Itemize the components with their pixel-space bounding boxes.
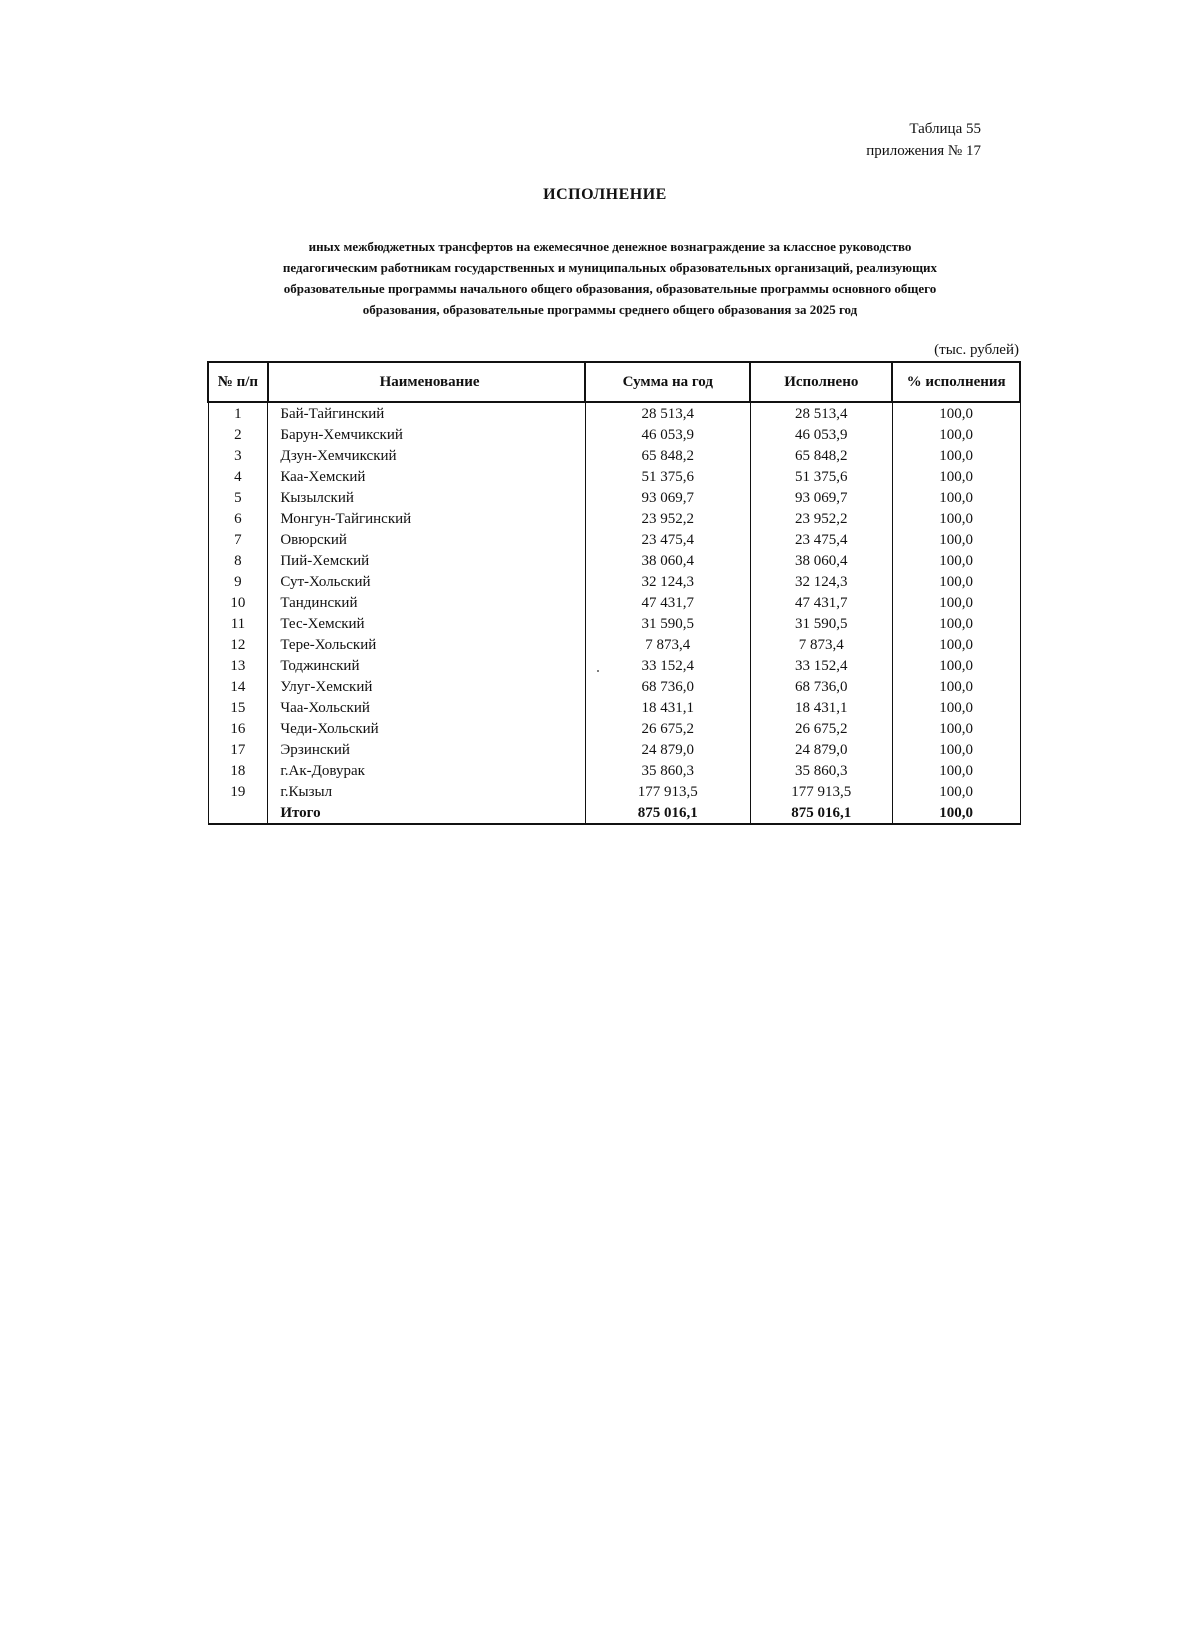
row-name: Бай-Тайгинский xyxy=(268,402,585,424)
subtitle-line: образования, образовательные программы среднего общего образования за 2025 год xyxy=(362,302,858,317)
table-row xyxy=(208,445,1020,466)
row-percent: 100,0 xyxy=(892,613,1020,634)
units-label: (тыс. рублей) xyxy=(934,342,1019,358)
row-sum: 93 069,7 xyxy=(585,487,750,508)
row-sum: 24 879,0 xyxy=(585,739,750,760)
table-row xyxy=(208,592,1020,613)
table-row xyxy=(208,487,1020,508)
row-sum: 38 060,4 xyxy=(585,550,750,571)
row-number: 2 xyxy=(208,424,268,445)
col-header-number: № п/п xyxy=(208,362,268,402)
row-name: Тандинский xyxy=(268,592,585,613)
table-row xyxy=(208,676,1020,697)
row-name: Тере-Хольский xyxy=(268,634,585,655)
row-name: Тес-Хемский xyxy=(268,613,585,634)
row-executed: 33 152,4 xyxy=(750,655,892,676)
row-number: 10 xyxy=(208,592,268,613)
table-row xyxy=(208,718,1020,739)
row-sum: 33 152,4 xyxy=(585,655,750,676)
row-sum: 7 873,4 xyxy=(585,634,750,655)
row-name: Сут-Хольский xyxy=(268,571,585,592)
row-name: Тоджинский xyxy=(268,655,585,676)
row-name: Монгун-Тайгинский xyxy=(268,508,585,529)
row-percent: 100,0 xyxy=(892,466,1020,487)
table-row xyxy=(208,697,1020,718)
row-executed: 24 879,0 xyxy=(750,739,892,760)
row-sum: 46 053,9 xyxy=(585,424,750,445)
row-executed: 18 431,1 xyxy=(750,697,892,718)
row-sum: 51 375,6 xyxy=(585,466,750,487)
table-row xyxy=(208,529,1020,550)
row-executed: 28 513,4 xyxy=(750,402,892,424)
row-number: 3 xyxy=(208,445,268,466)
row-sum: 28 513,4 xyxy=(585,402,750,424)
row-number: 8 xyxy=(208,550,268,571)
row-name: Барун-Хемчикский xyxy=(268,424,585,445)
row-executed: 23 952,2 xyxy=(750,508,892,529)
row-name: г.Кызыл xyxy=(268,781,585,802)
row-percent: 100,0 xyxy=(892,445,1020,466)
row-number: 6 xyxy=(208,508,268,529)
row-name: Чеди-Хольский xyxy=(268,718,585,739)
row-number: 17 xyxy=(208,739,268,760)
row-number: 12 xyxy=(208,634,268,655)
row-sum: 65 848,2 xyxy=(585,445,750,466)
row-sum: 18 431,1 xyxy=(585,697,750,718)
row-percent: 100,0 xyxy=(892,634,1020,655)
row-name: Кызылский xyxy=(268,487,585,508)
row-executed: 68 736,0 xyxy=(750,676,892,697)
row-executed: 35 860,3 xyxy=(750,760,892,781)
row-executed: 47 431,7 xyxy=(750,592,892,613)
col-header-sum: Сумма на год xyxy=(585,362,750,402)
row-percent: 100,0 xyxy=(892,718,1020,739)
row-percent: 100,0 xyxy=(892,781,1020,802)
document-title: ИСПОЛНЕНИЕ xyxy=(543,186,667,203)
row-name: Эрзинский xyxy=(268,739,585,760)
table-reference xyxy=(866,118,981,162)
subtitle-line: иных межбюджетных трансфертов на ежемесячное денежное вознаграждение за классное руководство xyxy=(308,239,912,254)
row-percent: 100,0 xyxy=(892,424,1020,445)
table-row xyxy=(208,571,1020,592)
row-sum: 23 475,4 xyxy=(585,529,750,550)
row-name: Пий-Хемский xyxy=(268,550,585,571)
row-number: 11 xyxy=(208,613,268,634)
row-number: 14 xyxy=(208,676,268,697)
row-number: 5 xyxy=(208,487,268,508)
row-number: 4 xyxy=(208,466,268,487)
row-percent: 100,0 xyxy=(892,487,1020,508)
row-percent: 100,0 xyxy=(892,402,1020,424)
row-percent: 100,0 xyxy=(892,592,1020,613)
row-number: 16 xyxy=(208,718,268,739)
document-subtitle xyxy=(210,236,1010,320)
row-number: 13 xyxy=(208,655,268,676)
row-executed: 38 060,4 xyxy=(750,550,892,571)
col-header-name: Наименование xyxy=(268,362,585,402)
table-row xyxy=(208,634,1020,655)
table-row xyxy=(208,550,1020,571)
row-name: Каа-Хемский xyxy=(268,466,585,487)
row-sum: 23 952,2 xyxy=(585,508,750,529)
row-executed: 51 375,6 xyxy=(750,466,892,487)
row-executed: 23 475,4 xyxy=(750,529,892,550)
total-name: Итого xyxy=(268,802,585,824)
row-name: Овюрский xyxy=(268,529,585,550)
total-executed: 875 016,1 xyxy=(750,802,892,824)
row-sum: 35 860,3 xyxy=(585,760,750,781)
row-percent: 100,0 xyxy=(892,571,1020,592)
table-row xyxy=(208,613,1020,634)
row-number: 19 xyxy=(208,781,268,802)
row-number: 1 xyxy=(208,402,268,424)
row-sum: 32 124,3 xyxy=(585,571,750,592)
table-row xyxy=(208,739,1020,760)
total-percent: 100,0 xyxy=(892,802,1020,824)
row-executed: 7 873,4 xyxy=(750,634,892,655)
subtitle-line: педагогическим работникам государственных и муниципальных образовательных организаций, реализующих xyxy=(282,260,938,275)
row-number: 7 xyxy=(208,529,268,550)
total-sum: 875 016,1 xyxy=(585,802,750,824)
table-total-row xyxy=(208,802,1020,824)
table-row xyxy=(208,424,1020,445)
execution-table xyxy=(207,361,1021,825)
row-sum: 26 675,2 xyxy=(585,718,750,739)
row-executed: 46 053,9 xyxy=(750,424,892,445)
row-name: Дзун-Хемчикский xyxy=(268,445,585,466)
row-number: 15 xyxy=(208,697,268,718)
row-percent: 100,0 xyxy=(892,676,1020,697)
row-percent: 100,0 xyxy=(892,739,1020,760)
appendix-number: приложения № 17 xyxy=(866,143,981,159)
table-row xyxy=(208,655,1020,676)
row-percent: 100,0 xyxy=(892,697,1020,718)
table-number: Таблица 55 xyxy=(909,121,981,137)
row-percent: 100,0 xyxy=(892,655,1020,676)
row-percent: 100,0 xyxy=(892,760,1020,781)
total-number xyxy=(208,802,268,824)
table-row xyxy=(208,760,1020,781)
table-row xyxy=(208,402,1020,424)
row-sum: 31 590,5 xyxy=(585,613,750,634)
row-sum: 177 913,5 xyxy=(585,781,750,802)
row-percent: 100,0 xyxy=(892,550,1020,571)
row-name: г.Ак-Довурак xyxy=(268,760,585,781)
table-row xyxy=(208,466,1020,487)
table-row xyxy=(208,508,1020,529)
row-sum: 47 431,7 xyxy=(585,592,750,613)
row-number: 18 xyxy=(208,760,268,781)
row-executed: 31 590,5 xyxy=(750,613,892,634)
row-percent: 100,0 xyxy=(892,529,1020,550)
row-name: Улуг-Хемский xyxy=(268,676,585,697)
row-executed: 26 675,2 xyxy=(750,718,892,739)
row-executed: 177 913,5 xyxy=(750,781,892,802)
row-name: Чаа-Хольский xyxy=(268,697,585,718)
col-header-executed: Исполнено xyxy=(750,362,892,402)
row-percent: 100,0 xyxy=(892,508,1020,529)
table-row xyxy=(208,781,1020,802)
table-header-row xyxy=(208,362,1020,402)
scan-artifact xyxy=(597,670,599,672)
row-number: 9 xyxy=(208,571,268,592)
row-executed: 32 124,3 xyxy=(750,571,892,592)
col-header-percent: % исполнения xyxy=(892,362,1020,402)
row-sum: 68 736,0 xyxy=(585,676,750,697)
subtitle-line: образовательные программы начального общего образования, образовательные программы основного общего xyxy=(283,281,937,296)
row-executed: 93 069,7 xyxy=(750,487,892,508)
row-executed: 65 848,2 xyxy=(750,445,892,466)
